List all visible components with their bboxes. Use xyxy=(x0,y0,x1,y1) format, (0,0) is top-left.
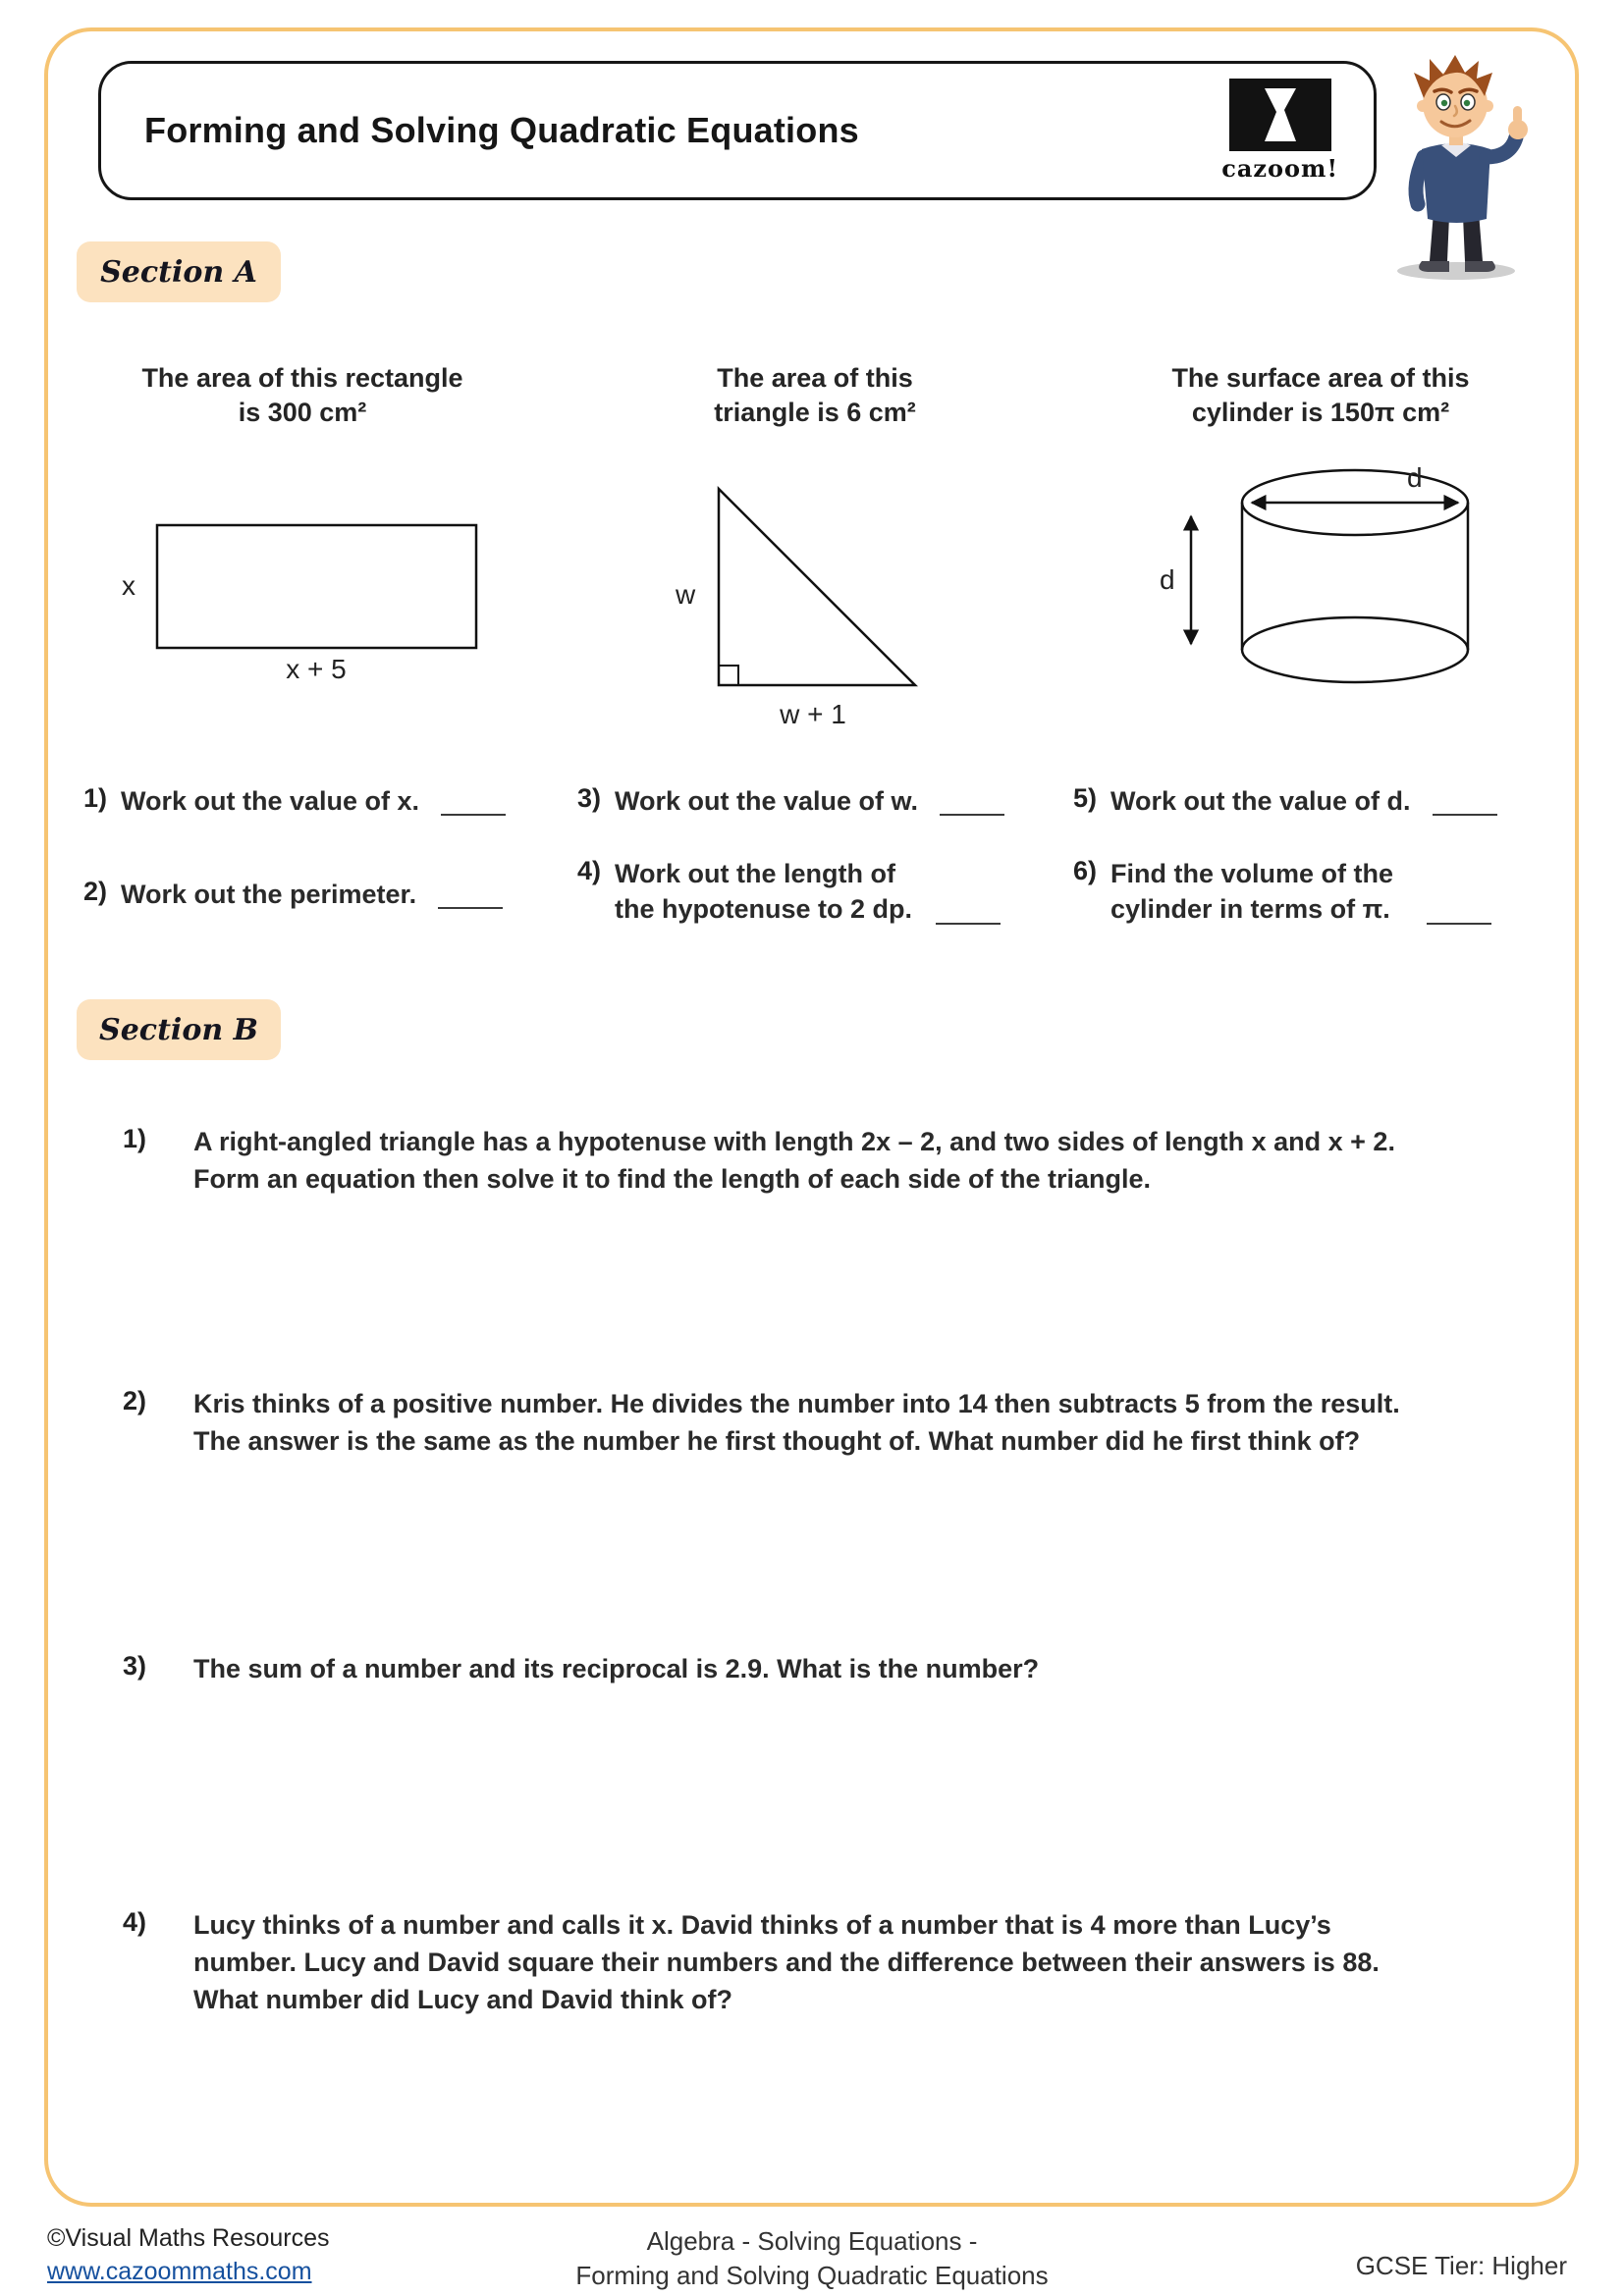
question-a6-number: 6) xyxy=(1073,856,1098,885)
question-b3-text: The sum of a number and its reciprocal is 2.9. What is the number? xyxy=(193,1654,1040,1683)
section-a-heading: Section A xyxy=(77,241,281,302)
answer-blank xyxy=(1433,790,1497,816)
question-b2 xyxy=(123,1386,1507,1461)
section-b-heading: Section B xyxy=(77,999,281,1060)
question-a5-text: Work out the value of d. xyxy=(1110,786,1411,816)
footer-copyright-block xyxy=(47,2224,330,2286)
question-a4 xyxy=(577,856,1001,928)
question-a2 xyxy=(83,877,503,912)
question-a2-number: 2) xyxy=(83,877,108,906)
cylinder-diameter-label: d xyxy=(1407,462,1423,493)
question-b4-number: 4) xyxy=(123,1907,147,1937)
cylinder-diagram xyxy=(1144,442,1537,726)
answer-blank xyxy=(438,883,503,909)
cazoom-logo-icon xyxy=(1229,79,1331,151)
website-link[interactable]: www.cazoommaths.com xyxy=(47,2258,312,2285)
question-b2-number: 2) xyxy=(123,1386,147,1415)
page-title: Forming and Solving Quadratic Equations xyxy=(144,110,859,150)
question-a5-number: 5) xyxy=(1073,783,1098,813)
cylinder-height-label: d xyxy=(1160,564,1175,595)
footer-tier: GCSE Tier: Higher xyxy=(1355,2251,1567,2280)
cazoom-logo xyxy=(1221,79,1338,183)
question-a3 xyxy=(577,783,1004,819)
answer-blank xyxy=(936,899,1001,925)
footer-topic-line2: Forming and Solving Quadratic Equations xyxy=(575,2261,1049,2291)
question-b4-text: Lucy thinks of a number and calls it x. David thinks of a number that is 4 more than Lucy’s number. Lucy and David square their numbers and the difference between their answers is 88. What number did Lucy and David think of? xyxy=(193,1910,1380,2014)
question-a2-text: Work out the perimeter. xyxy=(121,880,417,909)
question-a1-number: 1) xyxy=(83,783,108,813)
cartoon-mascot xyxy=(1373,47,1549,288)
question-b3-number: 3) xyxy=(123,1651,147,1681)
cazoom-brand-text: cazoom! xyxy=(1221,154,1338,183)
question-b1 xyxy=(123,1124,1507,1199)
question-a6-text: Find the volume of the cylinder in terms of π. xyxy=(1110,859,1394,925)
title-banner xyxy=(98,61,1377,200)
question-a1-text: Work out the value of x. xyxy=(121,786,420,816)
rectangle-base-label: x + 5 xyxy=(286,654,347,684)
question-b4 xyxy=(123,1907,1507,2018)
answer-blank xyxy=(940,790,1004,816)
footer-topic-block xyxy=(321,2224,1303,2293)
rectangle-problem-caption: The area of this rectangle is 300 cm² xyxy=(141,363,463,428)
question-a4-number: 4) xyxy=(577,856,602,885)
rectangle-diagram xyxy=(108,477,530,698)
right-angle-marker xyxy=(719,666,738,685)
triangle-side-label: w xyxy=(676,579,696,610)
cylinder-problem-caption: The surface area of this cylinder is 150π cm² xyxy=(1171,363,1470,428)
question-a5 xyxy=(1073,783,1497,819)
answer-blank xyxy=(441,790,506,816)
triangle-problem-caption: The area of this triangle is 6 cm² xyxy=(714,363,916,428)
question-a3-number: 3) xyxy=(577,783,602,813)
footer-topic-line1: Algebra - Solving Equations - xyxy=(646,2226,978,2256)
question-a3-text: Work out the value of w. xyxy=(615,786,919,816)
question-b3 xyxy=(123,1651,1507,1688)
question-b1-number: 1) xyxy=(123,1124,147,1153)
question-b2-text: Kris thinks of a positive number. He divides the number into 14 then subtracts 5 from the result. The answer is the same as the number he first thought of. What number did he first think of? xyxy=(193,1389,1400,1456)
question-a1 xyxy=(83,783,506,819)
answer-blank xyxy=(1427,899,1491,925)
mascot-icon xyxy=(1373,47,1549,283)
question-b1-text: A right-angled triangle has a hypotenuse with length 2x – 2, and two sides of length x and x + 2. Form an equation then solve it to find the length of each side of the triangle. xyxy=(193,1127,1395,1194)
triangle-base-label: w + 1 xyxy=(780,699,846,729)
rectangle-side-label: x xyxy=(122,570,135,601)
question-a6 xyxy=(1073,856,1491,928)
copyright-text: ©Visual Maths Resources xyxy=(47,2224,330,2252)
question-a4-text: Work out the length of the hypotenuse to 2 dp. xyxy=(615,859,913,925)
page-border xyxy=(44,27,1579,2207)
triangle-diagram xyxy=(638,456,992,741)
